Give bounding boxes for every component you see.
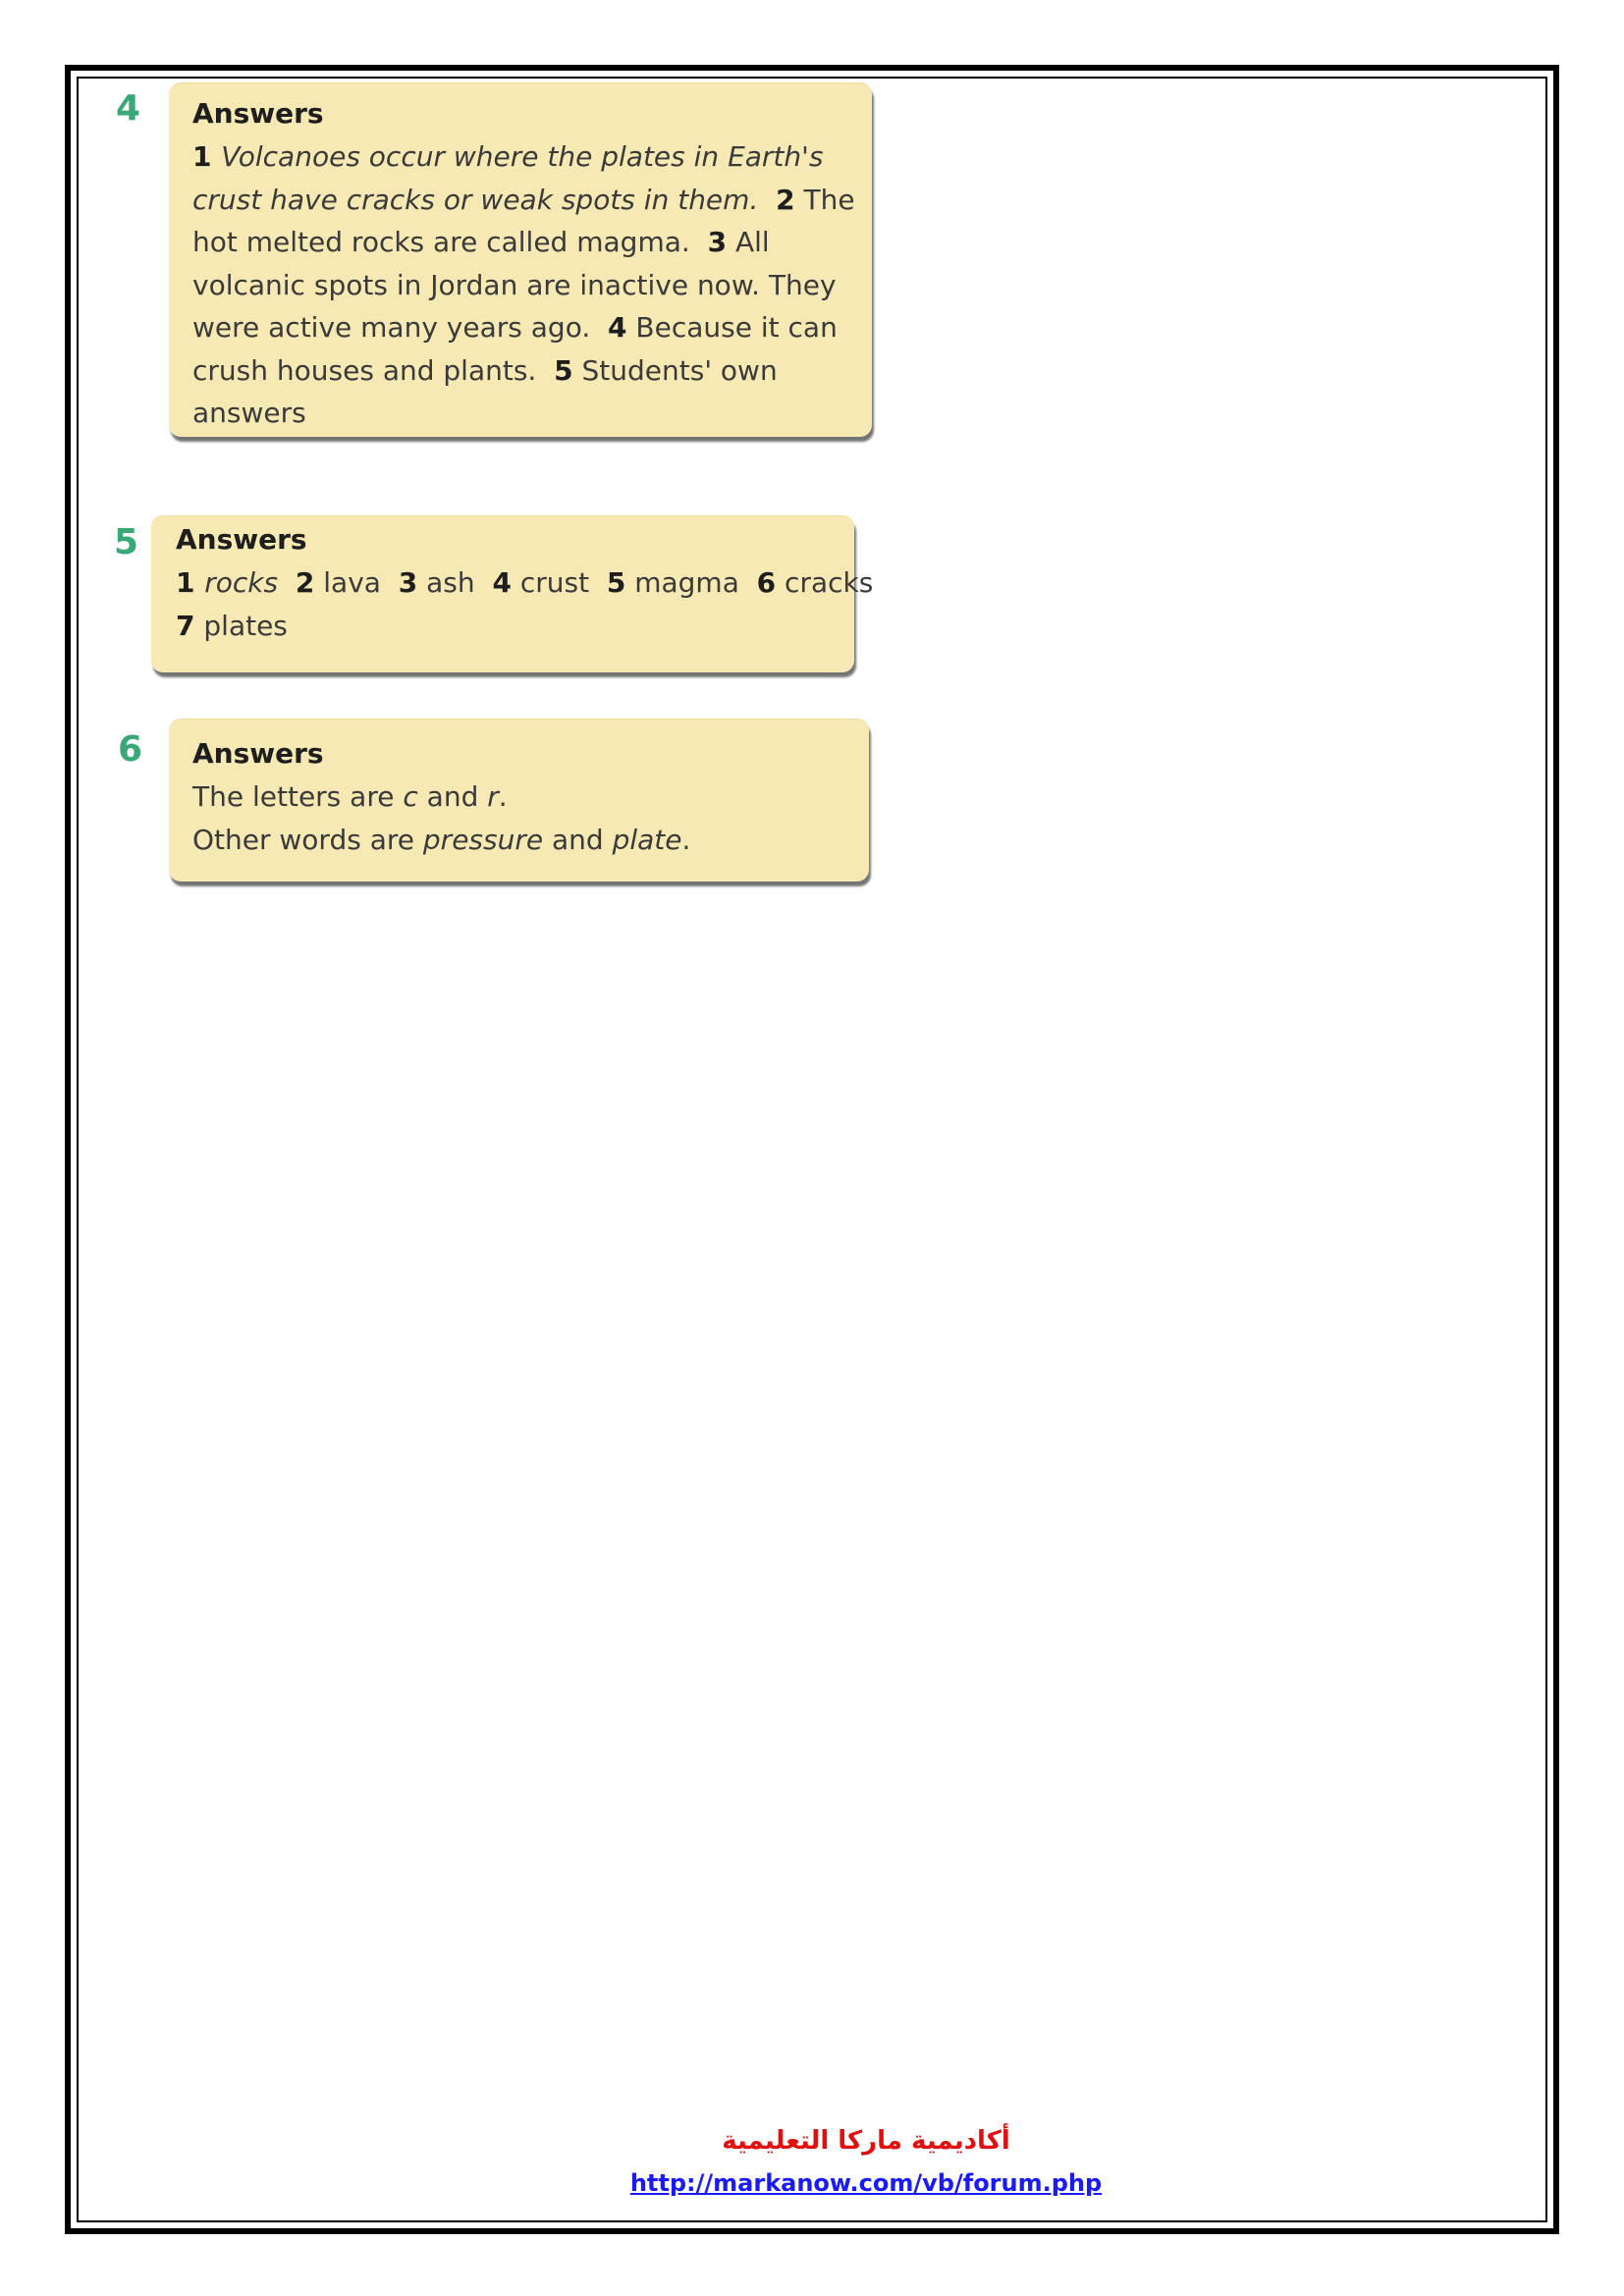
answer-text: were active many years ago. xyxy=(192,311,609,344)
answer-box-5 xyxy=(151,515,874,672)
answer-text: ash xyxy=(417,566,493,599)
answer-item-number: 2 xyxy=(295,566,315,599)
answer-line xyxy=(192,221,850,264)
answer-text: . xyxy=(498,780,508,813)
answer-text: and xyxy=(543,823,613,856)
exercise-number: 4 xyxy=(116,88,141,129)
answer-line xyxy=(192,349,850,393)
answer-line xyxy=(192,306,850,349)
answer-text: cracks xyxy=(776,566,874,599)
answer-italic-text: r xyxy=(487,780,499,813)
answer-text: lava xyxy=(314,566,399,599)
answer-text: Because it can xyxy=(626,311,838,344)
answer-text xyxy=(758,184,776,216)
answer-box-body xyxy=(192,775,849,861)
answer-box-4 xyxy=(169,82,872,437)
answer-line xyxy=(192,264,850,307)
answer-item-number: 1 xyxy=(192,140,222,173)
answer-text: plates xyxy=(194,609,288,642)
answer-item-number: 5 xyxy=(554,353,573,387)
answer-text: The letters are xyxy=(192,780,404,813)
answer-text: . xyxy=(681,823,691,856)
answer-text: hot melted rocks are called magma. xyxy=(192,226,708,258)
footer-academy-name: أكاديمية ماركا التعليمية xyxy=(722,2126,1010,2156)
answer-text: crust xyxy=(511,566,607,599)
answer-text: answers xyxy=(192,397,306,429)
exercise-number: 6 xyxy=(118,729,143,770)
answer-italic-text: c xyxy=(403,780,418,813)
answer-item-number: 1 xyxy=(176,566,205,599)
answer-item-number: 6 xyxy=(756,566,777,599)
answer-italic-text: Volcanoes occur where the plates in Earth's xyxy=(221,140,824,173)
footer-link[interactable]: http://markanow.com/vb/forum.php xyxy=(629,2169,1103,2197)
answer-box-body xyxy=(176,561,874,647)
answer-line xyxy=(192,135,850,179)
answer-text: volcanic spots in Jordan are inactive now. They xyxy=(192,268,837,301)
answer-italic-text: pressure xyxy=(422,823,544,856)
answer-text: and xyxy=(417,780,488,813)
answer-line xyxy=(192,392,850,435)
answer-text: Other words are xyxy=(192,823,423,856)
answer-italic-text: plate xyxy=(612,823,682,856)
answer-text: The xyxy=(794,183,855,216)
answer-box-body xyxy=(192,135,855,435)
answer-box-title: Answers xyxy=(192,97,324,130)
answer-line xyxy=(176,605,835,648)
answer-line xyxy=(192,179,855,222)
exercise-number: 5 xyxy=(114,522,139,562)
answer-line xyxy=(192,819,849,862)
answer-text: magma xyxy=(625,566,757,599)
answer-line xyxy=(176,561,874,605)
answer-item-number: 2 xyxy=(776,183,795,216)
answer-item-number: 5 xyxy=(606,566,626,599)
answer-text xyxy=(278,566,296,599)
answer-text: All xyxy=(727,226,770,258)
answer-line xyxy=(192,775,849,819)
answer-item-number: 3 xyxy=(398,566,418,599)
answer-text: Students' own xyxy=(572,353,778,387)
answer-text: crush houses and plants. xyxy=(192,353,555,387)
answer-item-number: 4 xyxy=(492,566,512,599)
answer-box-6 xyxy=(169,719,869,881)
answer-box-title: Answers xyxy=(192,737,324,770)
answer-item-number: 3 xyxy=(707,226,728,258)
answer-item-number: 7 xyxy=(176,609,195,642)
answer-italic-text: rocks xyxy=(204,566,279,599)
answer-item-number: 4 xyxy=(608,311,627,344)
answer-box-title: Answers xyxy=(176,523,307,556)
answer-italic-text: crust have cracks or weak spots in them. xyxy=(192,183,759,216)
